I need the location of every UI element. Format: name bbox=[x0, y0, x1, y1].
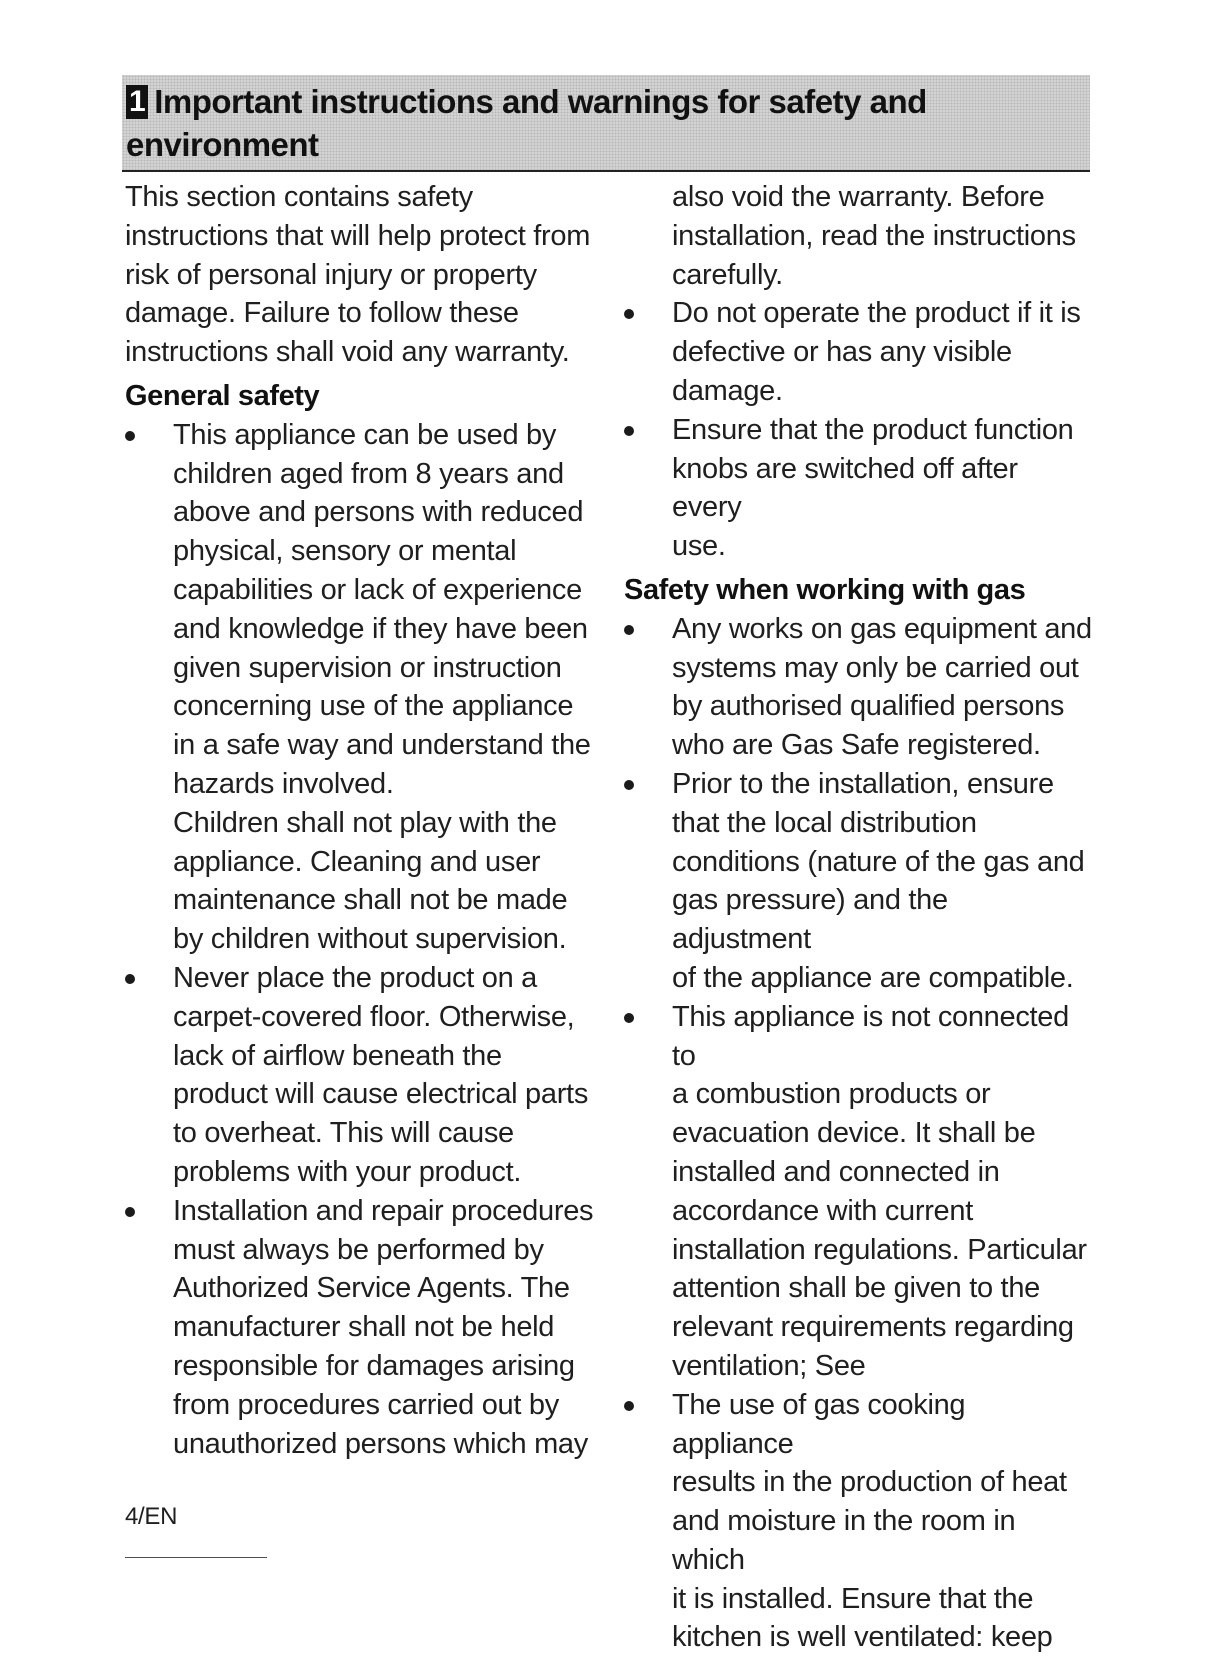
section-header bbox=[122, 75, 1090, 172]
bullet-icon bbox=[624, 426, 634, 436]
list-item-continuation: also void the warranty. Before installation, read the instructions carefully. bbox=[672, 181, 1076, 291]
list-item-text: Ensure that the product function knobs are switched off after every use. bbox=[672, 413, 1074, 563]
list-item bbox=[624, 998, 1094, 1386]
bullet-icon bbox=[125, 1207, 135, 1217]
right-column bbox=[624, 178, 1094, 1657]
list-item-text: Any works on gas equipment and systems may only be carried out by authorised qualified persons who are Gas Safe registered. bbox=[672, 612, 1092, 762]
list-item bbox=[624, 294, 1094, 410]
list-item-text: Never place the product on a carpet-covered floor. Otherwise, lack of airflow beneath the product will cause electrical parts to overheat. This will cause problems with your product. bbox=[173, 961, 589, 1188]
bullet-icon bbox=[624, 625, 634, 635]
chapter-number-badge: 1 bbox=[126, 85, 148, 119]
bullet-icon bbox=[624, 309, 634, 319]
list-item-text: Installation and repair procedures must always be performed by Authorized Service Agents. The manufacturer shall not be held responsible for damages arising from procedures carried out by unauthorized persons which may bbox=[173, 1194, 594, 1460]
bullet-icon bbox=[125, 431, 135, 441]
list-item-text: The use of gas cooking appliance results in the production of heat and moisture in the room in which it is installed. Ensure that the kitchen is well ventilated: keep bbox=[672, 1388, 1067, 1654]
list-item bbox=[624, 765, 1094, 998]
section-title-text: Important instructions and warnings for safety and environment bbox=[126, 83, 927, 163]
section-title bbox=[126, 80, 1026, 166]
footer-divider bbox=[125, 1557, 267, 1558]
general-safety-heading: General safety bbox=[125, 379, 320, 412]
bullet-icon bbox=[125, 974, 135, 984]
intro-paragraph: This section contains safety instructions that will help protect from risk of personal injury or property damage. Failure to follow these instructions shall void any warranty. bbox=[125, 181, 591, 369]
bullet-icon bbox=[624, 780, 634, 790]
list-item bbox=[125, 1192, 595, 1464]
bullet-icon bbox=[624, 1401, 634, 1411]
page-number: 4/EN bbox=[125, 1503, 178, 1530]
list-item bbox=[125, 959, 595, 1192]
list-item bbox=[624, 411, 1094, 566]
list-item bbox=[125, 416, 595, 959]
list-item-text: This appliance can be used by children aged from 8 years and above and persons with reduced physical, sensory or mental capabilities or lack of experience and knowledge if they have been given supervision or instruction concerning use of the appliance in a safe way and understand the hazards involved. Children shall not play with the appliance. Cleaning and user maintenance shall not be made by children without supervision. bbox=[173, 418, 591, 956]
list-item-text: Prior to the installation, ensure that the local distribution conditions (nature of the gas and gas pressure) and the adjustment of the appliance are compatible. bbox=[672, 767, 1085, 994]
gas-safety-heading: Safety when working with gas bbox=[624, 573, 1026, 606]
bullet-icon bbox=[624, 1013, 634, 1023]
list-item-text: This appliance is not connected to a combustion products or evacuation device. It shall be installed and connected in accordance with current installation regulations. Particular attention shall be given to the relevant requirements regarding ventilation; See bbox=[672, 1000, 1087, 1382]
list-item bbox=[624, 610, 1094, 765]
left-column bbox=[125, 178, 595, 1463]
list-item bbox=[624, 1386, 1094, 1657]
list-item-text: Do not operate the product if it is defective or has any visible damage. bbox=[672, 297, 1081, 407]
